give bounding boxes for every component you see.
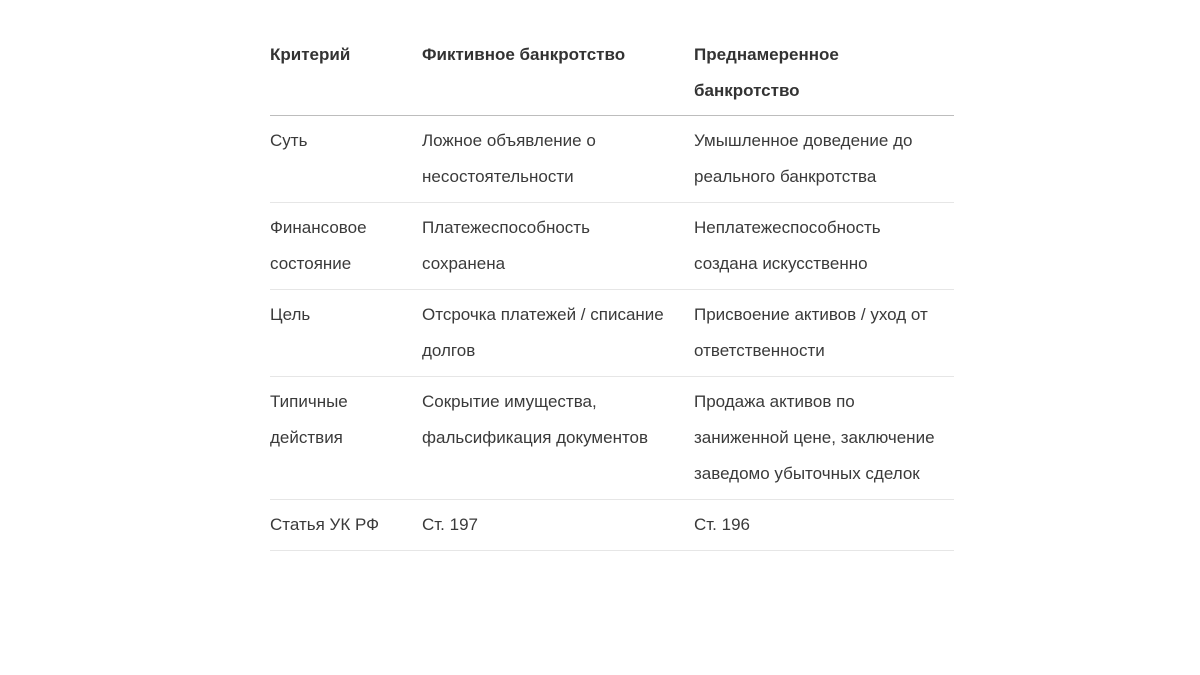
row-fictitious-value: Ложное объявление о несостоятельности [422, 131, 596, 186]
row-criterion: Статья УК РФ [270, 515, 380, 534]
table-header-row [270, 34, 954, 116]
header-criterion: Критерий [270, 45, 351, 64]
table-row [270, 377, 954, 500]
row-fictitious-value: Ст. 197 [422, 515, 478, 534]
row-criterion: Финансовое состояние [270, 218, 367, 273]
row-deliberate-value: Неплатежеспособность создана искусственно [694, 218, 881, 273]
table-row [270, 116, 954, 203]
table-row [270, 203, 954, 290]
comparison-table [270, 34, 954, 551]
row-criterion: Цель [270, 305, 311, 324]
header-deliberate-bankruptcy: Преднамеренное банкротство [694, 45, 839, 100]
row-fictitious-value: Платежеспособность сохранена [422, 218, 590, 273]
row-criterion: Суть [270, 131, 308, 150]
table-row [270, 290, 954, 377]
header-fictitious-bankruptcy: Фиктивное банкротство [422, 45, 626, 64]
row-criterion: Типичные действия [270, 392, 348, 447]
row-deliberate-value: Умышленное доведение до реального банкротства [694, 131, 913, 186]
table-row [270, 500, 954, 551]
row-deliberate-value: Ст. 196 [694, 515, 750, 534]
row-deliberate-value: Присвоение активов / уход от ответственности [694, 305, 928, 360]
row-fictitious-value: Отсрочка платежей / списание долгов [422, 305, 664, 360]
row-fictitious-value: Сокрытие имущества, фальсификация документов [422, 392, 649, 447]
row-deliberate-value: Продажа активов по заниженной цене, заключение заведомо убыточных сделок [694, 392, 935, 483]
